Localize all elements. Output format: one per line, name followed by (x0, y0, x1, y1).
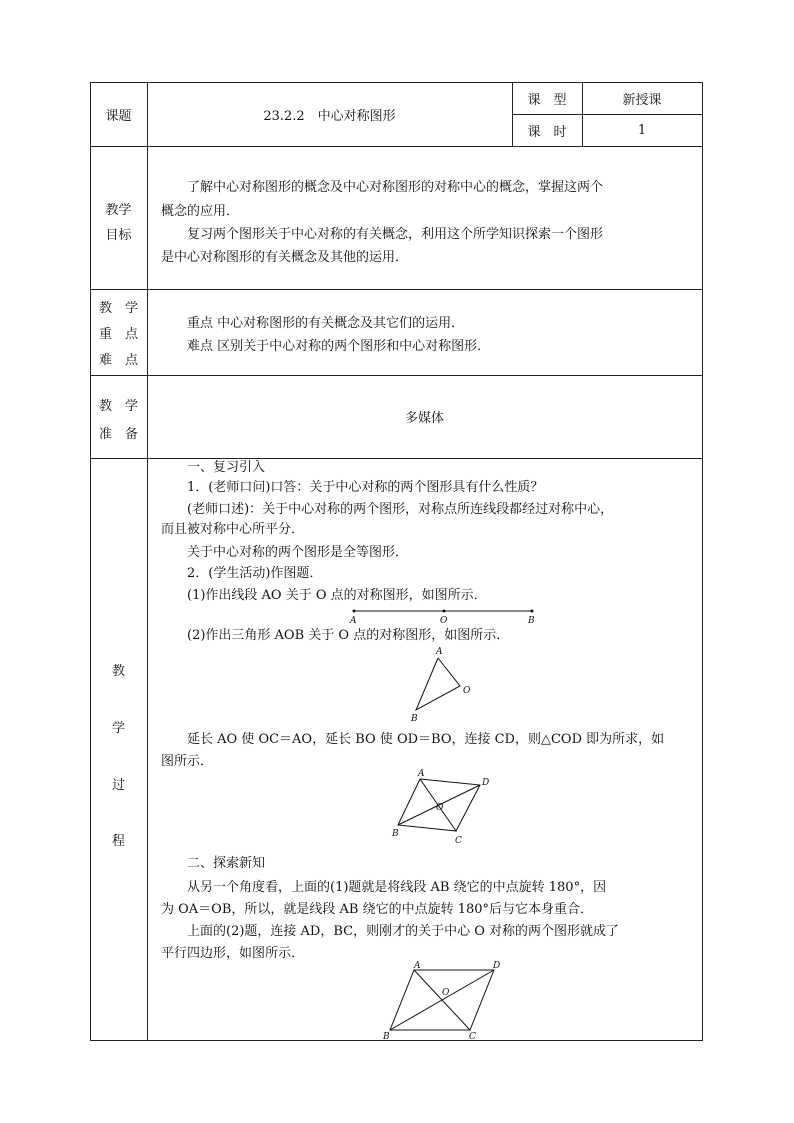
keypoints-label-3: 难 点 (98, 353, 138, 368)
row-divider-4 (90, 458, 703, 459)
preparation-value: 多媒体 (404, 411, 444, 426)
process-line: (1)作出线段 AO 关于 O 点的对称图形，如图所示． (187, 588, 487, 603)
segment-figure (340, 606, 540, 628)
process-line: 延长 AO 使 OC＝AO，延长 BO 使 OD＝BO，连接 CD，则△COD 即为所求，如 (187, 732, 665, 747)
process-label-2: 学 (111, 721, 125, 736)
table-border-right (702, 82, 703, 1041)
type-label: 课 型 (527, 92, 567, 108)
process-line: 从另一个角度看，上面的(1)题就是将线段 AB 绕它的中点旋转 180°，因 (187, 880, 607, 895)
label-b: B (383, 1032, 390, 1040)
triangle-aob (398, 779, 456, 831)
objectives-line-2: 概念的应用． (161, 204, 240, 219)
diagonal-bd (390, 970, 494, 1030)
triangle-aob (416, 658, 460, 710)
objectives-line-3: 复习两个图形关于中心对称的有关概念，利用这个所学知识探索一个图形 (187, 227, 604, 242)
point-a (353, 610, 356, 613)
preparation-label-1: 教 学 (98, 399, 138, 414)
table-border-bottom (90, 1040, 703, 1041)
process-line: 2．(学生活动)作图题． (187, 566, 323, 581)
process-heading-explore: 二、探索新知 (187, 856, 266, 871)
label-c: C (469, 1032, 476, 1040)
process-line: 为 OA＝OB，所以，就是线段 AB 绕它的中点旋转 180°后与它本身重合． (161, 902, 594, 917)
keypoints-label-1: 教 学 (98, 301, 138, 316)
label-b: B (392, 829, 399, 839)
keypoints-line-1: 重点 中心对称图形的有关概念及其它们的运用． (187, 316, 465, 331)
objectives-line-1: 了解中心对称图形的概念及中心对称图形的对称中心的概念，掌握这两个 (187, 180, 604, 195)
process-line: 上面的(2)题，连接 AD，BC，则刚才的关于中心 O 对称的两个图形就成了 (187, 924, 620, 939)
label-o: O (442, 988, 450, 998)
label-a: A (414, 961, 421, 971)
label-b: B (411, 714, 418, 724)
process-line: 平行四边形，如图所示． (161, 946, 305, 961)
period-value: 1 (637, 122, 647, 138)
process-line: 而且被对称中心所平分． (161, 522, 305, 537)
process-label-4: 程 (111, 834, 125, 849)
process-line: (2)作出三角形 AOB 关于 O 点的对称图形，如图所示． (187, 628, 510, 643)
parallelogram-figure (378, 958, 508, 1040)
type-value: 新授课 (622, 92, 662, 108)
label-a: A (350, 616, 357, 626)
lesson-plan-table (90, 82, 703, 1041)
label-a: A (418, 769, 425, 779)
label-o: O (463, 686, 471, 696)
label-d: D (482, 778, 490, 788)
process-line: 关于中心对称的两个图形是全等图形． (187, 545, 409, 560)
triangle-aob-figure (405, 646, 475, 724)
point-b (531, 610, 534, 613)
point-o (443, 610, 446, 613)
objectives-line-4: 是中心对称图形的有关概念及其他的运用． (161, 250, 409, 265)
process-line: 1．(老师口问)口答：关于中心对称的两个图形具有什么性质？ (187, 480, 544, 495)
label-a: A (436, 647, 443, 657)
keypoints-line-2: 难点 区别关于中心对称的两个图形和中心对称图形． (187, 339, 491, 354)
label-o: O (440, 616, 448, 626)
process-line: 图所示． (161, 754, 214, 769)
row-divider-2 (90, 289, 703, 290)
process-label-3: 过 (111, 778, 125, 793)
label-o: O (436, 803, 444, 813)
objectives-label-1: 教学 (105, 203, 132, 218)
keypoints-label-2: 重 点 (98, 327, 138, 342)
topic-label: 课题 (105, 108, 132, 124)
objectives-label-2: 目标 (105, 228, 132, 243)
row-divider-1 (90, 146, 703, 147)
label-b: B (528, 616, 535, 626)
label-column-divider (147, 82, 148, 1041)
process-heading-review: 一、复习引入 (187, 460, 266, 475)
symmetric-triangles-figure (388, 769, 500, 851)
topic-value: 23.2.2 中心对称图形 (263, 108, 396, 124)
process-label-1: 教 (111, 664, 125, 679)
preparation-label-2: 准 备 (98, 427, 138, 442)
label-c: C (455, 836, 462, 846)
label-d: D (493, 961, 501, 971)
period-label: 课 时 (527, 124, 567, 140)
process-line: (老师口述)：关于中心对称的两个图形，对称点所连线段都经过对称中心， (187, 502, 614, 517)
